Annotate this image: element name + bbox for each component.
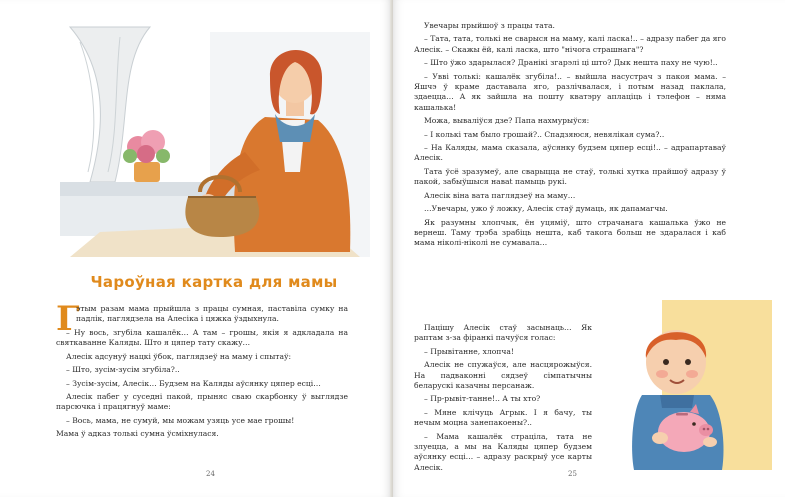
paragraph: – Мяне клічуць Агрык. І я бачу, ты нечым моцна занепакоены?.. [414,407,592,428]
paragraph: – Увві толькі: кашалёк згубіла!.. – выйшла насустрач з пакоя мама. – Яшчэ ў краме даставала яго, разлічвалася, і потым назад паклала, здаецца… А як зайшла на пошту кватэру аплаціць і тэлефон – няма кашалька! [414,71,726,112]
right-page-text-bottom [414,323,592,473]
paragraph: Тата ўсё зразумеў, але сварыцца не стаў, толькі хутка прайшоў адразу ў пакой, забыўшыся навat памыць рукі. [414,166,726,187]
paragraph: Алесік не спужаўся, але насцярожыўся. На падваконні сядзеў сімпатычны беларускі казачны персанаж. [414,360,592,390]
paragraph: Як разумны хлопчык, ён уцяміў, што страчанага кашалька ўжо не вернеш. Таму трэба зрабіць нешта, каб такога больш не здаралася і каб мама ніколі-ніколі не сумавала… [414,217,726,248]
paragraph: Алесік адсунуў нацкі ўбок, паглядзеў на маму і спытаў: [66,351,292,361]
paragraph: Алесік віна вата паглядзеў на маму… [424,190,576,200]
paragraph: Увечары прыйшоў з працы тата. [424,21,555,30]
paragraph: – Пр-рывіт-танне!.. А ты хто? [424,394,541,404]
paragraph: – Мама кашалёк страціла, тата не злуецца, а мы на Каляды цяпер будзем аўсянку есці… – адразу раскрыў усе карты Алесік. [414,431,592,472]
left-page-text [56,299,348,440]
paragraph: этым разам мама прыйшла з працы сумная, паставіла сумку на падлік, паглядзела на Алесіка і цяжка ўздыхнула. [76,304,348,324]
page-number-right: 25 [568,470,577,478]
mother-with-handbag-illustration [60,22,370,257]
paragraph: – Што, зусім-зусім згубіла?.. [66,365,180,375]
paragraph: – Зусім-зусім, Алесік… Будзем на Каляды аўсянку цяпер есці… [66,378,321,388]
paragraph: – Ну вось, згубіла кашалёк… А там – грошы, якія я адкладала на святкаванне Каляды. Што я цяпер тату скажу… [56,327,348,348]
paragraph: – Вось, мама, не сумуй, мы можам узяць усе мае грошы! [66,415,295,425]
paragraph: – І колькі там было грошай?.. Спадзяюся, невялікая сума?.. [424,129,665,139]
paragraph: – Тата, тата, толькі не сварыся на маму, калі ласка!.. – адразу пабег да яго Алесік. – Скажы ёй, калі ласка, што "нічога страшнага"? [414,34,726,54]
paragraph: …Увечары, ужо ў ложку, Алесік стаў думаць, як дапамагчы. [424,204,668,214]
boy-with-piggy-bank-illustration [602,300,772,470]
paragraph: Мама ў адказ толькі сумна ўсміхнулася. [56,429,219,439]
paragraph: Алесік пабег у суседні пакой, прыняс сваю скарбонку ў выглядзе парсючка і працягнуў маме: [56,392,348,412]
drop-cap: Г [56,299,80,339]
paragraph: – Што ўжо здарылася? Дранікі згарэлі ці што? Дык нешта паху не чую!.. [424,58,718,68]
paragraph: Пацішу Алесік стаў засынаць… Як раптам з-за фіранкі пачуўся голас: [414,323,592,343]
page-number-left: 24 [206,470,215,478]
paragraph: Можа, вываліўся дзе? Папа нахмурыўся: [424,116,590,126]
paragraph: – Прывітанне, хлопча! [424,346,514,356]
right-page-text-top [414,21,726,249]
story-title: Чароўная картка для мамы [90,273,338,291]
paragraph: – На Каляды, мама сказала, аўсянку будзем цяпер есці!.. – адрапартаваў Алесік. [414,143,726,163]
